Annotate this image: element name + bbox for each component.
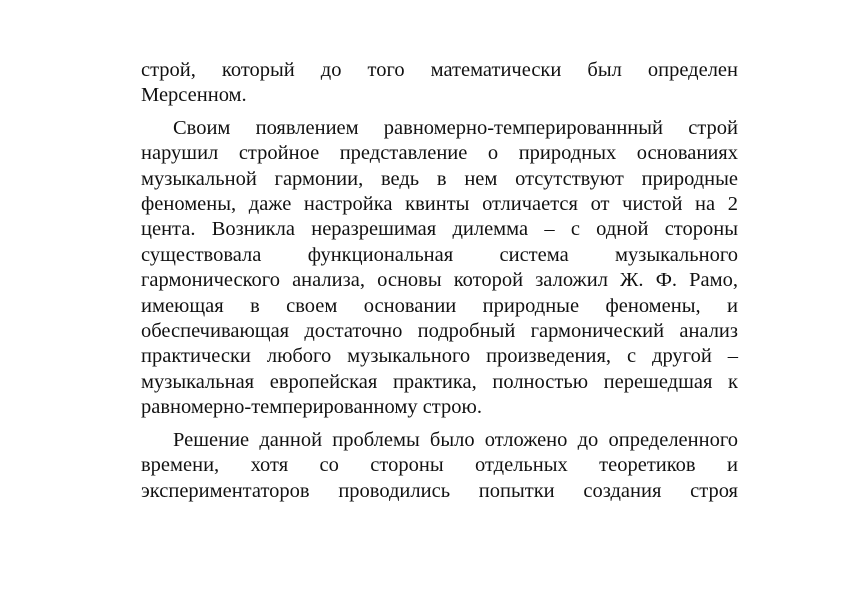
- text-line: имеющая в своем основании природные феномены, и: [141, 294, 738, 317]
- paragraph-2: [141, 116, 738, 421]
- text-line: Мерсенном.: [141, 84, 247, 107]
- text-line: музыкальной гармонии, ведь в нем отсутствуют природные: [141, 167, 738, 190]
- text-line: цента. Возникла неразрешимая дилемма – с одной стороны: [141, 218, 738, 241]
- text-line: гармонического анализа, основы которой заложил Ж. Ф. Рамо,: [141, 269, 738, 292]
- paragraph-3: [141, 428, 738, 504]
- text-line: Своим появлением равномерно-темперированнный строй: [173, 116, 738, 139]
- text-line: практически любого музыкального произведения, с другой –: [141, 345, 738, 368]
- text-line: Решение данной проблемы было отложено до определенного: [173, 428, 738, 451]
- text-line: экспериментаторов проводились попытки создания строя: [141, 479, 738, 502]
- text-line: нарушил стройное представление о природных основаниях: [141, 142, 738, 165]
- text-line: равномерно-темперированному строю.: [141, 396, 482, 419]
- paragraph-1: [141, 58, 738, 109]
- text-line: времени, хотя со стороны отдельных теоретиков и: [141, 454, 738, 477]
- text-line: строй, который до того математически был определен: [141, 59, 738, 81]
- text-line: музыкальная европейская практика, полностью перешедшая к: [141, 370, 738, 393]
- text-line: феномены, даже настройка квинты отличается от чистой на 2: [141, 193, 738, 216]
- text-line: существовала функциональная система музыкального: [141, 243, 738, 266]
- text-line: обеспечивающая достаточно подробный гармонический анализ: [141, 320, 738, 343]
- text-body: [141, 58, 738, 511]
